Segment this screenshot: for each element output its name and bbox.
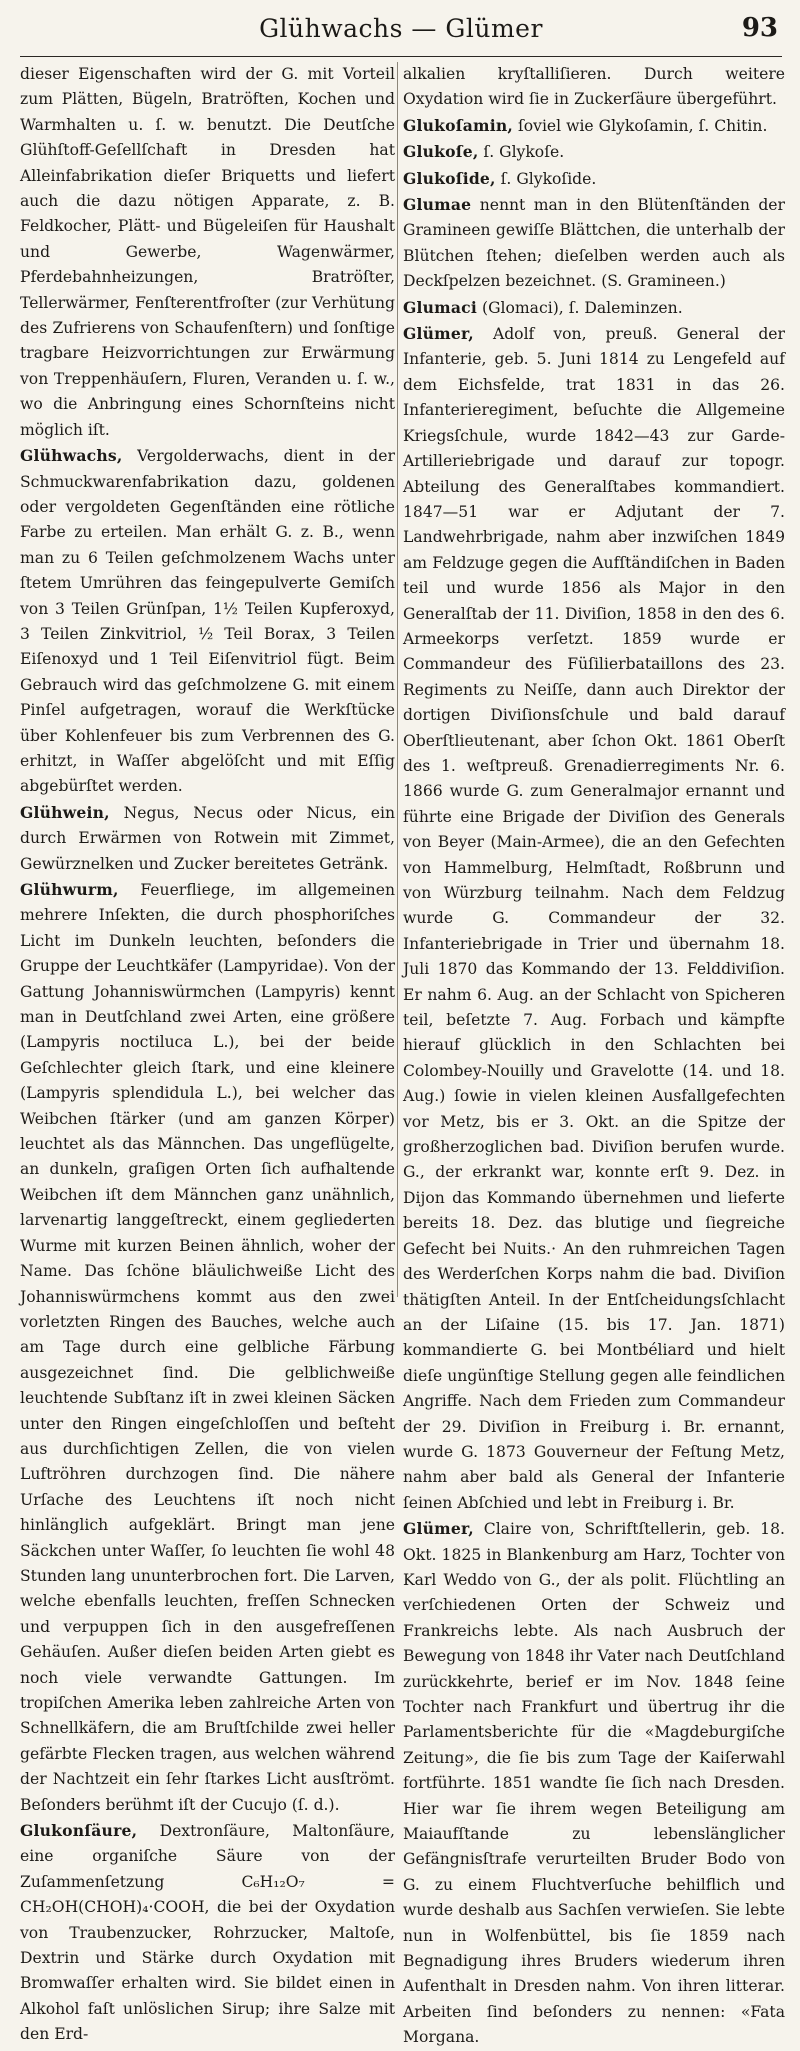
entry-continuation bbox=[20, 62, 395, 443]
entry-headword: Glümer, bbox=[403, 324, 474, 344]
running-title: Glühwachs — Glümer bbox=[259, 14, 543, 43]
entry-gluehwurm bbox=[20, 877, 395, 1818]
entry-glukose bbox=[403, 139, 785, 165]
entry-headword: Glühwachs, bbox=[20, 446, 123, 466]
right-column bbox=[403, 62, 785, 2047]
entry-headword: Glukoſide, bbox=[403, 168, 496, 188]
entry-headword: Glukonſäure, bbox=[20, 1821, 138, 1841]
entry-gluemer-adolf bbox=[403, 321, 785, 1516]
entry-text: ſoviel wie Glykoſamin, ſ. Chitin. bbox=[517, 116, 768, 135]
entry-headword: Glühwurm, bbox=[20, 880, 119, 899]
entry-glukosamin bbox=[403, 113, 785, 139]
entry-headword: Glühwein, bbox=[20, 802, 110, 822]
entry-text: Negus, Necus oder Nicus, ein durch Erwärmen von Rotwein mit Zimmet, Gewürznelken und Zucker bereitetes Getränk. bbox=[20, 803, 395, 873]
page-header bbox=[20, 6, 782, 57]
entry-glukonsaeure bbox=[20, 1818, 395, 2048]
entry-text: Vergolderwachs, dient in der Schmuckwarenfabrikation dazu, goldenen oder vergoldeten Gegenſtänden eine rötliche Farbe zu erteilen. Man erhält G. z. B., wenn man zu 6 Teilen geſchmolzenem Wachs unter ſtetem Umrühren das feingepulverte Gemiſch von 3 Teilen Grünſpan, 1½ Teilen Kupferoxyd, 3 Teilen Zinkvitriol, ½ Teil Borax, 3 Teilen Eiſenoxyd und 1 Teil Eiſenvitriol fügt. Beim Gebrauch wird das geſchmolzene G. mit einem Pinſel aufgetragen, worauf die Werkſtücke über Kohlenfeuer bis zum Verbrennen des G. erhitzt, in Waſſer abgelöſcht und mit Eſſig abgebürſtet werden. bbox=[20, 447, 395, 796]
entry-headword: Glümer, bbox=[403, 1519, 474, 1539]
entry-text: alkalien kryſtalliſieren. Durch weitere Oxydation wird ſie in Zuckerſäure übergeführt. bbox=[403, 65, 785, 109]
entry-text: nennt man in den Blütenſtänden der Gramineen gewiſſe Blättchen, die unterhalb der Blütchen ſtehen; dieſelben werden auch als Deckſpelzen bezeichnet. (S. Gramineen.) bbox=[403, 196, 785, 291]
entry-text: dieser Eigenschaften wird der G. mit Vorteil zum Plätten, Bügeln, Bratröften, Kochen und Warmhalten u. ſ. w. benutzt. Die Deutſche Glühſtoff-Geſellſchaft in Dresden hat Alleinfabrikation dieſer Briquetts und liefert auch die dazu nötigen Apparate, z. B. Feldkocher, Plätt- und Bügeleiſen für Haushalt und Gewerbe, Wagenwärmer, Pferdebahnheizungen, Bratröſter, Tellerwärmer, Fenſterentfroſter (zur Verhütung des Zufrierens von Schaufenſtern) und ſonſtige tragbare Heizvorrichtungen zur Erwärmung von Treppenhäuſern, Fluren, Veranden u. ſ. w., wo die Anbringung eines Schornſteins nicht möglich iſt. bbox=[20, 65, 395, 439]
entry-text: Adolf von, preuß. General der Infanterie, geb. 5. Juni 1814 zu Lengefeld auf dem Eichsfelde, trat 1831 in das 26. Infanterieregiment, beſuchte die Allgemeine Kriegsſchule, wurde 1842—43 zur Garde-Artilleriebrigade und darauf zur topogr. Abteilung des Generalſtabes kommandiert. 1847—51 war er Adjutant der 7. Landwehrbrigade, nahm aber inzwiſchen 1849 am Feldzuge gegen die Aufſtändiſchen in Baden teil und wurde 1856 als Major in den Generalſtab der 11. Diviſion, 1858 in den des 6. Armeekorps verſetzt. 1859 wurde er Commandeur des Füſilierbataillons des 23. Regiments zu Neiſſe, dann auch Direktor der dortigen Diviſionsſchule und bald darauf Oberſtlieutenant, aber ſchon Okt. 1861 Oberſt des 1. weſtpreuß. Grenadierregiments Nr. 6. 1866 wurde G. zum Generalmajor ernannt und führte eine Brigade der Diviſion des Generals von Beyer (Main-Armee), die an den Gefechten von Hammelburg, Helmſtadt, Roßbrunn und von Würzburg teilnahm. Nach dem Feldzug wurde G. Commandeur der 32. Infanteriebrigade in Trier und übernahm 18. Juli 1870 das Kommando der 13. Felddiviſion. Er nahm 6. Aug. an der Schlacht von Spicheren teil, beſetzte 7. Aug. Forbach und kämpfte hierauf glücklich in den Schlachten bei Colombey-Nouilly und Gravelotte (14. und 18. Aug.) ſowie in vielen kleinen Ausfallgefechten vor Metz, bis er 3. Okt. an die Spitze der großherzoglichen bad. Diviſion berufen wurde. G., der erkrankt war, konnte erſt 9. Dez. in Dijon das Kommando übernehmen und lieferte bereits 18. Dez. das blutige und ſiegreiche Gefecht bei Nuits.· An den ruhmreichen Tagen des Werderſchen Korps nahm die bad. Diviſion thätigſten Anteil. In der Entſcheidungsſchlacht an der Liſaine (15. bis 17. Jan. 1871) kommandierte G. bei Montbéliard und hielt dieſe ungünſtige Stellung gegen alle feindlichen Angriffe. Nach dem Frieden zum Commandeur der 29. Diviſion in Freiburg i. Br. ernannt, wurde G. 1873 Gouverneur der Feſtung Metz, nahm aber bald als General der Infanterie ſeinen Abſchied und lebt in Freiburg i. Br. bbox=[403, 325, 785, 1512]
entry-text: Claire von, Schriftſtellerin, geb. 18. Okt. 1825 in Blankenburg am Harz, Tochter von Karl Weddo von G., der als polit. Flüchtling an verſchiedenen Orten der Schweiz und Frankreichs lebte. Als nach Ausbruch der Bewegung von 1848 ihr Vater nach Deutſchland zurückkehrte, berief er im Nov. 1848 ſeine Tochter nach Frankfurt und übertrug ihr die Parlamentsberichte für die «Magdeburgiſche Zeitung», die ſie bis zum Tage der Kaiſerwahl fortführte. 1851 wandte ſie ſich nach Dresden. Hier war ſie ihrem wegen Beteiligung am Maiaufſtande zu lebenslänglicher Gefängnisſtrafe verurteilten Bruder Bodo von G. zu einem Fluchtverſuche behilflich und wurde deshalb aus Sachſen verwieſen. Sie lebte nun in Wolfenbüttel, bis ſie 1859 nach Begnadigung ihres Bruders wiederum ihren Aufenthalt in Dresden nahm. Von ihren litterar. Arbeiten ſind beſonders zu nennen: «Fata Morgana. bbox=[403, 1520, 785, 2047]
entry-text: Feuerfliege, im allgemeinen mehrere Inſekten, die durch phosphoriſches Licht im Dunkeln leuchten, beſonders die Gruppe der Leuchtkäfer (Lampyridae). Von der Gattung Johanniswürmchen (Lampyris) kennt man in Deutſchland zwei Arten, eine größere (Lampyris noctiluca L.), bei der beide Geſchlechter gleich ſtark, und eine kleinere (Lampyris splendidula L.), bei welcher das Weibchen ſtärker (und am ganzen Körper) leuchtet als das Männchen. Das ungeflügelte, an dunkeln, graſigen Orten ſich aufhaltende Weibchen iſt dem Männchen ganz unähnlich, larvenartig langgeſtreckt, einem gegliederten Wurme mit kurzen Beinen ähnlich, woher der Name. Das ſchöne bläulichweiße Licht des Johanniswürmchens kommt aus den zwei vorletzten Ringen des Bauches, welche auch am Tage durch eine gelbliche Färbung ausgezeichnet ſind. Die gelblichweiße leuchtende Subſtanz iſt in zwei kleinen Säcken unter den Ringen eingeſchloſſen und beſteht aus durchſichtigen Zellen, die von vielen Luftröhren durchzogen ſind. Die nähere Urſache des Leuchtens iſt noch nicht hinlänglich aufgeklärt. Bringt man jene Säckchen unter Waſſer, ſo leuchten ſie wohl 48 Stunden lang ununterbrochen fort. Die Larven, welche ebenfalls leuchten, freſſen Schnecken und verpuppen ſich in den ausgefreſſenen Gehäuſen. Außer dieſen beiden Arten giebt es noch viele verwandte Gattungen. Im tropiſchen Amerika leben zahlreiche Arten von Schnellkäfern, die am Bruſtſchilde zwei heller gefärbte Flecken tragen, aus welchen während der Nachtzeit ein ſehr ſtarkes Licht ausſtrömt. Beſonders berühmt iſt der Cucujo (ſ. d.). bbox=[20, 881, 395, 1814]
entry-text: ſ. Glykoſide. bbox=[500, 169, 597, 188]
page-number: 93 bbox=[741, 13, 778, 43]
entry-headword: Glumae bbox=[403, 195, 472, 215]
entry-gluehwachs bbox=[20, 443, 395, 800]
entry-text: Dextronſäure, Maltonſäure, eine organiſche Säure von der Zuſammenſetzung C₆H₁₂O₇ = CH₂OH(CHOH)₄·COOH, die bei der Oxydation von Traubenzucker, Rohrzucker, Maltoſe, Dextrin und Stärke durch Oxydation mit Bromwaſſer erhalten wird. Sie bildet einen in Alkohol faſt unlöslichen Sirup; ihre Salze mit den Erd- bbox=[20, 1822, 395, 2044]
entry-continuation bbox=[403, 62, 785, 113]
entry-gluemer-claire bbox=[403, 1516, 785, 2051]
entry-glumaci bbox=[403, 295, 785, 321]
entry-headword: Glukoſamin, bbox=[403, 115, 513, 135]
entry-glumae bbox=[403, 192, 785, 295]
column-divider bbox=[397, 62, 398, 1297]
entry-text: (Glomaci), ſ. Daleminzen. bbox=[481, 298, 683, 317]
entry-headword: Glukoſe, bbox=[403, 142, 479, 162]
entry-glukoside bbox=[403, 166, 785, 192]
entry-headword: Glumaci bbox=[403, 297, 478, 317]
entry-gluehwein bbox=[20, 800, 395, 877]
left-column bbox=[20, 62, 395, 2044]
entry-text: ſ. Glykoſe. bbox=[483, 143, 565, 162]
